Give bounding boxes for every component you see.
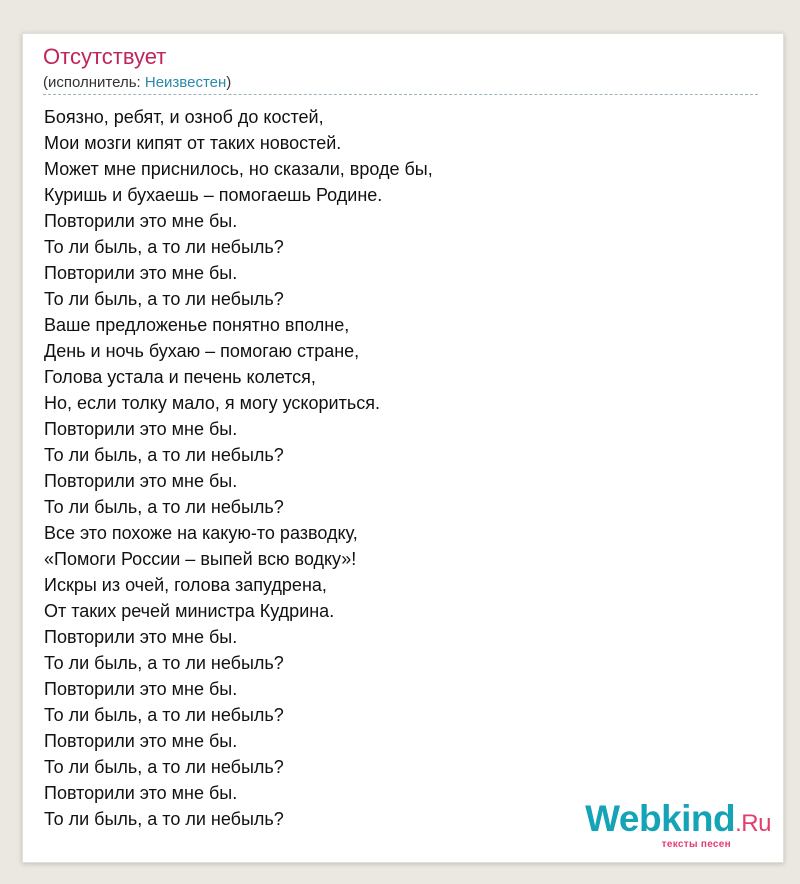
lyric-line: День и ночь бухаю – помогаю стране,: [44, 341, 360, 361]
lyric-line: То ли быль, а то ли небыль?: [44, 497, 284, 517]
artist-line: [43, 74, 231, 91]
lyric-line: Голова устала и печень колется,: [44, 367, 316, 387]
lyric-line: Все это похоже на какую-то разводку,: [44, 523, 358, 543]
lyric-line: Повторили это мне бы.: [44, 263, 238, 283]
lyric-line: Повторили это мне бы.: [44, 731, 238, 751]
lyric-line: Повторили это мне бы.: [44, 211, 238, 231]
logo-main-text: Webkind: [585, 798, 736, 839]
lyric-line: Может мне приснилось, но сказали, вроде бы,: [44, 159, 433, 179]
lyric-line: То ли быль, а то ли небыль?: [44, 237, 284, 257]
lyrics-text: [44, 104, 433, 832]
lyric-line: «Помоги России – выпей всю водку»!: [44, 549, 357, 569]
lyric-line: То ли быль, а то ли небыль?: [44, 705, 284, 725]
lyric-line: То ли быль, а то ли небыль?: [44, 809, 284, 829]
lyric-line: Мои мозги кипят от таких новостей.: [44, 133, 342, 153]
lyric-line: Повторили это мне бы.: [44, 419, 238, 439]
artist-suffix: ): [226, 74, 232, 91]
lyric-line: То ли быль, а то ли небыль?: [44, 445, 284, 465]
lyric-line: То ли быль, а то ли небыль?: [44, 757, 284, 777]
lyric-line: То ли быль, а то ли небыль?: [44, 289, 284, 309]
lyric-line: То ли быль, а то ли небыль?: [44, 653, 284, 673]
lyric-line: Повторили это мне бы.: [44, 679, 238, 699]
lyric-line: Куришь и бухаешь – помогаешь Родине.: [44, 185, 383, 205]
artist-prefix: (исполнитель:: [43, 74, 145, 91]
logo-tagline: тексты песен: [661, 839, 731, 850]
lyric-line: Ваше предложенье понятно вполне,: [44, 315, 350, 335]
lyric-line: Повторили это мне бы.: [44, 783, 238, 803]
lyric-line: От таких речей министра Кудрина.: [44, 601, 335, 621]
logo-wordmark: [585, 800, 771, 843]
lyrics-card: [22, 33, 784, 863]
lyric-line: Повторили это мне бы.: [44, 471, 238, 491]
site-logo[interactable]: [585, 800, 771, 854]
artist-link[interactable]: Неизвестен: [144, 74, 227, 91]
lyric-line: Повторили это мне бы.: [44, 627, 238, 647]
lyric-line: Но, если толку мало, я могу ускориться.: [44, 393, 380, 413]
song-title: Отсутствует: [43, 44, 167, 69]
lyric-line: Искры из очей, голова запудрена,: [44, 575, 327, 595]
lyric-line: Боязно, ребят, и озноб до костей,: [44, 107, 324, 127]
logo-suffix-text: .Ru: [735, 810, 771, 837]
dashed-divider: [43, 94, 758, 95]
